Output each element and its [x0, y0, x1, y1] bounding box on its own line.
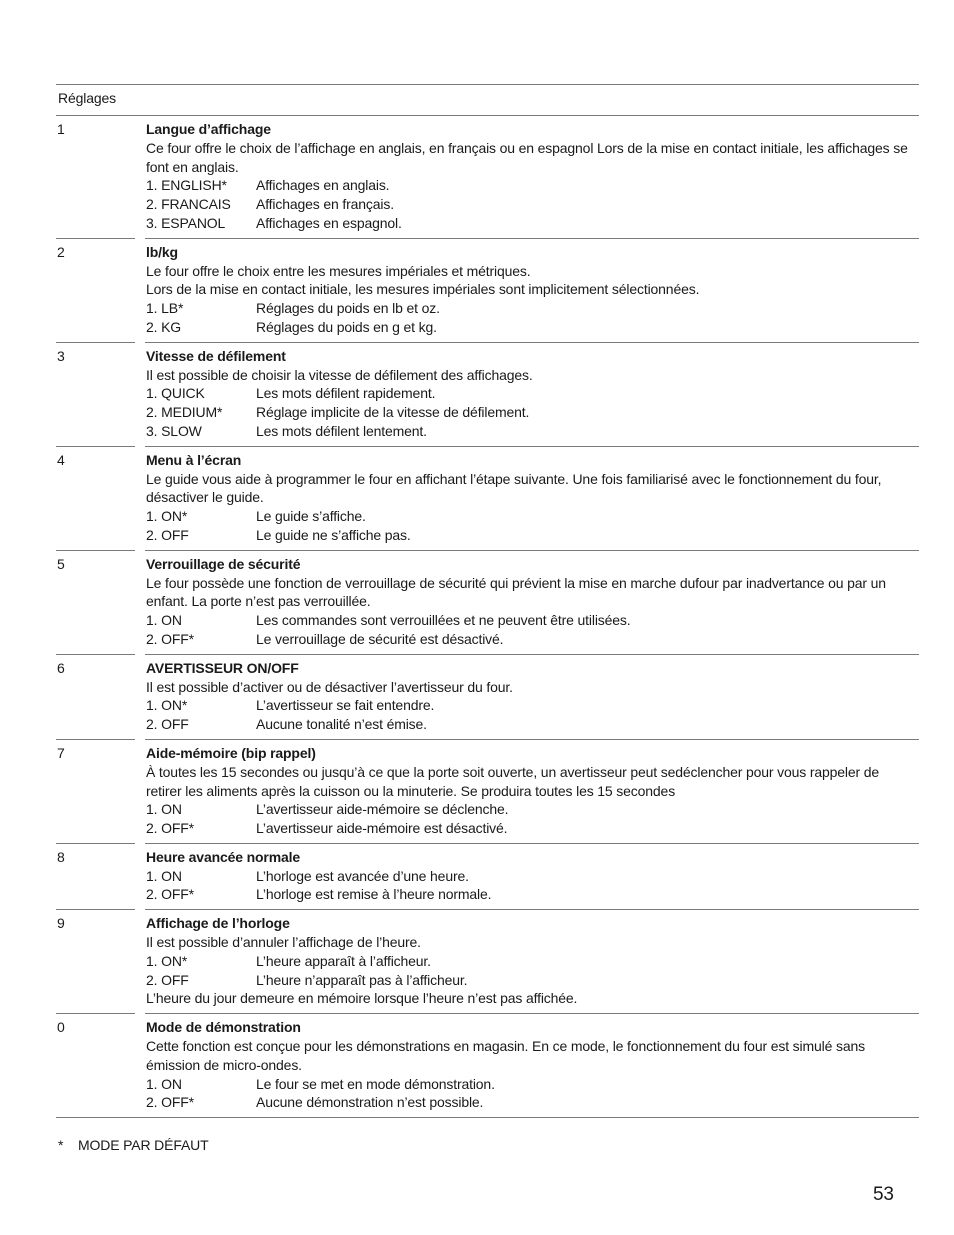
option-description: Le four se met en mode démonstration.	[256, 1075, 495, 1092]
option-description: L’avertisseur aide-mémoire se déclenche.	[256, 801, 509, 818]
table-header	[56, 84, 919, 116]
option-code: 2. OFF*	[146, 886, 194, 903]
option-description: L’horloge est avancée d’une heure.	[256, 867, 469, 884]
setting-option	[146, 403, 919, 422]
setting-number: 7	[57, 744, 65, 761]
option-code: 2. OFF*	[146, 1094, 194, 1111]
setting-number: 4	[57, 451, 65, 468]
setting-title: Menu à l’écran	[146, 451, 242, 468]
setting-option	[146, 867, 919, 886]
setting-description: Le four offre le choix entre les mesures impériales et métriques.	[146, 262, 531, 279]
option-description: Réglages du poids en lb et oz.	[256, 300, 440, 317]
option-description: Aucune démonstration n’est possible.	[256, 1094, 484, 1111]
option-description: Affichages en anglais.	[256, 177, 390, 194]
setting-title: Vitesse de défilement	[146, 347, 286, 364]
setting-description: Il est possible de choisir la vitesse de défilement des affichages.	[146, 366, 533, 383]
option-description: L’heure n’apparaît pas à l’afficheur.	[256, 971, 468, 988]
setting-option	[146, 195, 919, 214]
setting-title: lb/kg	[146, 243, 178, 260]
setting-option	[146, 885, 919, 904]
settings-table	[56, 84, 919, 1118]
setting-description: Le four possède une fonction de verrouillage de sécurité qui prévient la mise en marche dufour par inadvertance ou par un enfant. La porte n’est pas verrouillée.	[146, 574, 886, 610]
setting-description: Cette fonction est conçue pour les démonstrations en magasin. En ce mode, le fonctionnement du four est simulé sans émission de micro-ondes.	[146, 1038, 865, 1073]
setting-content	[146, 343, 919, 447]
setting-option	[146, 971, 919, 990]
setting-entry	[56, 655, 919, 740]
setting-title: Mode de démonstration	[146, 1019, 301, 1036]
setting-description: À toutes les 15 secondes ou jusqu’à ce que la porte soit ouverte, un avertisseur peut sedéclencher pour vous rappeler de retirer les aliments après la cuisson ou la minuterie. Se produira toutes les 15 secondes	[146, 763, 880, 799]
setting-content	[146, 655, 919, 740]
setting-number: 3	[57, 347, 65, 364]
option-description: L’avertisseur aide-mémoire est désactivé.	[256, 820, 508, 837]
setting-content	[146, 740, 919, 844]
setting-entry	[56, 1014, 919, 1118]
setting-entry	[56, 116, 919, 239]
setting-content	[146, 910, 919, 1014]
setting-entry	[56, 844, 919, 910]
option-code: 1. ON*	[146, 697, 188, 714]
setting-option	[146, 384, 919, 403]
option-code: 2. OFF	[146, 971, 189, 988]
setting-entry	[56, 239, 919, 343]
option-code: 3. SLOW	[146, 422, 202, 439]
setting-option	[146, 299, 919, 318]
footnote	[56, 1136, 209, 1155]
footnote-star: *	[58, 1137, 64, 1153]
setting-entry	[56, 551, 919, 655]
setting-entry	[56, 343, 919, 447]
option-description: Le guide s’affiche.	[256, 508, 366, 525]
setting-content	[146, 116, 919, 239]
footnote-text: MODE PAR DÉFAUT	[78, 1137, 209, 1153]
option-code: 3. ESPANOL	[146, 214, 226, 231]
setting-option	[146, 176, 919, 195]
option-code: 1. ON	[146, 867, 182, 884]
option-code: 2. OFF*	[146, 630, 194, 647]
setting-title: Affichage de l’horloge	[146, 915, 290, 932]
option-description: Aucune tonalité n’est émise.	[256, 716, 427, 733]
setting-title: Heure avancée normale	[146, 848, 301, 865]
option-code: 1. LB*	[146, 300, 184, 317]
option-code: 2. MEDIUM*	[146, 404, 223, 421]
setting-option	[146, 214, 919, 233]
setting-content	[146, 844, 919, 910]
option-code: 2. OFF	[146, 716, 189, 733]
setting-number: 0	[57, 1019, 65, 1036]
setting-number: 8	[57, 848, 65, 865]
setting-option	[146, 526, 919, 545]
option-description: Le guide ne s’affiche pas.	[256, 526, 411, 543]
setting-option	[146, 800, 919, 819]
option-description: Les commandes sont verrouillées et ne peuvent être utilisées.	[256, 612, 631, 629]
option-description: Réglages du poids en g et kg.	[256, 318, 437, 335]
setting-number: 6	[57, 659, 65, 676]
setting-number: 9	[57, 915, 65, 932]
setting-option	[146, 318, 919, 337]
option-description: L’heure apparaît à l’afficheur.	[256, 952, 431, 969]
option-code: 1. ON*	[146, 508, 188, 525]
option-description: Le verrouillage de sécurité est désactivé.	[256, 630, 504, 647]
setting-title: AVERTISSEUR ON/OFF	[146, 659, 299, 676]
setting-number: 5	[57, 555, 65, 572]
setting-option	[146, 611, 919, 630]
setting-option	[146, 696, 919, 715]
option-description: L’horloge est remise à l’heure normale.	[256, 886, 492, 903]
setting-entry	[56, 740, 919, 844]
table-header-title: Réglages	[58, 89, 116, 106]
option-description: Les mots défilent lentement.	[256, 422, 427, 439]
setting-content	[146, 447, 919, 551]
setting-description: Lors de la mise en contact initiale, les mesures impériales sont implicitement sélectionnées.	[146, 281, 700, 298]
setting-content	[146, 1014, 919, 1118]
option-code: 1. ON*	[146, 952, 188, 969]
setting-description: Le guide vous aide à programmer le four en affichant l’étape suivante. Une fois familiarisé avec le fonctionnement du four, désactiver le guide.	[146, 470, 882, 506]
settings-list	[56, 116, 919, 1118]
page-number: 53	[873, 1184, 894, 1205]
setting-description: Ce four offre le choix de l’affichage en anglais, en français ou en espagnol Lors de la mise en contact initiale, les affichages se font en anglais.	[146, 139, 908, 175]
option-code: 2. FRANCAIS	[146, 196, 231, 213]
setting-number: 2	[57, 243, 65, 260]
setting-title: Aide-mémoire (bip rappel)	[146, 744, 316, 761]
setting-option	[146, 422, 919, 441]
setting-description: Il est possible d’annuler l’affichage de l’heure.	[146, 934, 421, 951]
row-divider-left	[56, 1117, 919, 1118]
option-description: Affichages en français.	[256, 196, 394, 213]
setting-title: Langue d’affichage	[146, 121, 271, 137]
setting-option	[146, 952, 919, 971]
setting-content	[146, 551, 919, 655]
option-description: Affichages en espagnol.	[256, 214, 402, 231]
setting-title: Verrouillage de sécurité	[146, 555, 301, 572]
option-description: L’avertisseur se fait entendre.	[256, 697, 435, 714]
setting-option	[146, 819, 919, 838]
setting-option	[146, 1093, 919, 1112]
option-code: 2. KG	[146, 318, 182, 335]
setting-option	[146, 1075, 919, 1094]
option-code: 1. ON	[146, 801, 182, 818]
setting-note: L’heure du jour demeure en mémoire lorsque l’heure n’est pas affichée.	[146, 990, 578, 1007]
option-code: 1. ENGLISH*	[146, 177, 227, 194]
setting-content	[146, 239, 919, 343]
option-description: Les mots défilent rapidement.	[256, 385, 436, 402]
setting-number: 1	[57, 121, 65, 137]
setting-entry	[56, 910, 919, 1014]
option-description: Réglage implicite de la vitesse de défilement.	[256, 404, 530, 421]
option-code: 1. QUICK	[146, 385, 205, 402]
setting-description: Il est possible d’activer ou de désactiver l’avertisseur du four.	[146, 678, 513, 695]
setting-entry	[56, 447, 919, 551]
option-code: 2. OFF	[146, 526, 189, 543]
setting-option	[146, 630, 919, 649]
setting-option	[146, 507, 919, 526]
setting-option	[146, 715, 919, 734]
option-code: 1. ON	[146, 1075, 182, 1092]
option-code: 1. ON	[146, 612, 182, 629]
option-code: 2. OFF*	[146, 820, 194, 837]
